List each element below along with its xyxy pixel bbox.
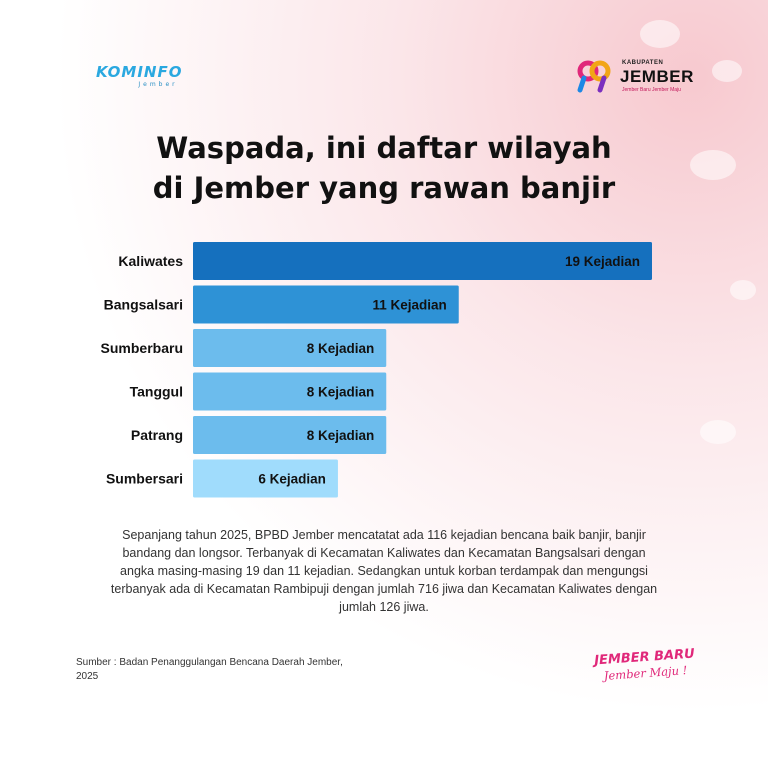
category-label: Sumberbaru [100,340,183,356]
title-line-2: di Jember yang rawan banjir [152,171,616,205]
slogan-logo [589,646,701,684]
category-label: Bangsalsari [103,296,183,313]
category-label: Sumbersari [105,470,183,487]
kabupaten-label: KABUPATEN [622,60,664,66]
kabupaten-tagline: Jember Baru Jember Maju [622,87,681,93]
bar-value-label: 8 Kejadian [306,341,375,356]
kominfo-logo-subtext: Jember [138,81,178,88]
bar-value-label: 11 Kejadian [372,297,447,313]
background-droplet [712,60,742,82]
bar-value-label: 8 Kejadian [306,384,375,400]
category-label: Tanggul [129,383,183,400]
category-label: Kaliwates [118,253,183,269]
kabupaten-name: JEMBER [620,67,694,86]
bar-value-label: 8 Kejadian [306,428,375,443]
kominfo-logo [96,64,220,90]
background-droplet [640,20,680,48]
title-line-1: Waspada, ini daftar wilayah [156,131,612,165]
anniversary-emblem-icon [576,56,614,94]
slogan-line-2: Jember Maju ! [603,663,688,683]
category-label: Patrang [130,427,183,443]
page-title [60,128,708,208]
bar-value-label: 6 Kejadian [258,471,326,487]
source-note: Sumber : Badan Penanggulangan Bencana Daerah Jember, 2025 [76,657,343,682]
bar-value-label: 19 Kejadian [564,254,640,269]
kabupaten-jember-logo [576,56,694,96]
flood-events-bar-chart [0,236,768,502]
description-paragraph: Sepanjang tahun 2025, BPBD Jember mencatatat ada 116 kejadian bencana baik banjir, banjir bandang dan longsor. Terbanyak di Kecamatan Kaliwates dan Kecamatan Bangsalsari dengan angka masing-masing 19 dan 11 kejadian. Sedangkan untuk korban terdampak dan mengungsi terbanyak ada di Kecamatan Rambipuji dengan jumlah 716 jiwa dan Kecamatan Kaliwates dengan jumlah 126 jiwa. [110,528,658,614]
slogan-line-1: JEMBER BARU [593,646,696,669]
kominfo-logo-text: KOMINFO [96,63,183,81]
